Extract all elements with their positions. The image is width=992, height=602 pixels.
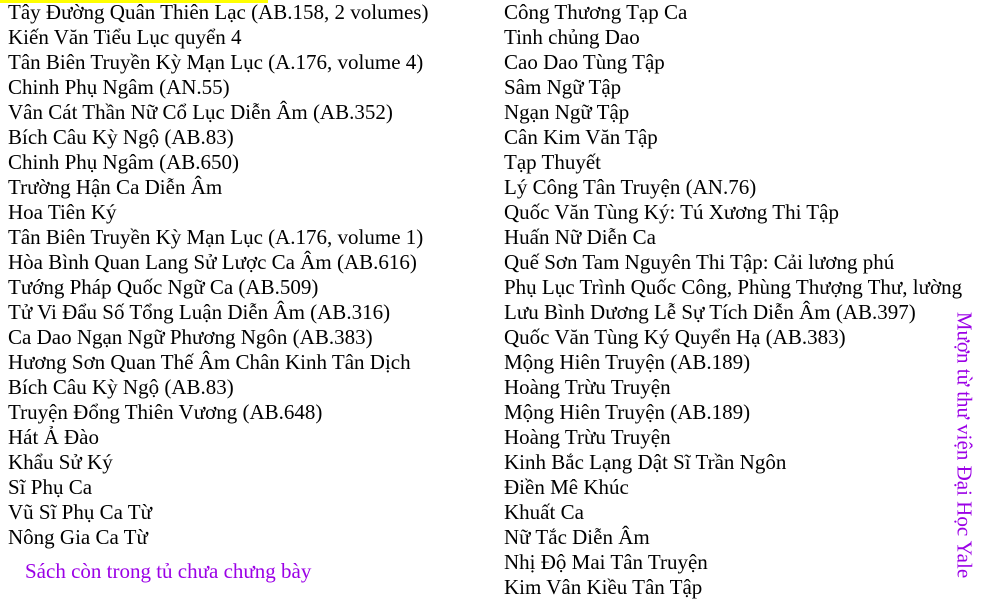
book-title-item: Kim Vân Kiều Tân Tập (504, 575, 703, 599)
book-title-item: Tử Vi Đẩu Số Tổng Luận Diễn Âm (AB.316) (8, 300, 391, 324)
book-title-item: Khuất Ca (504, 500, 584, 524)
book-title-item: Kinh Bắc Lạng Dật Sĩ Trần Ngôn (504, 450, 787, 474)
book-title-item: Nhị Độ Mai Tân Truyện (504, 550, 708, 574)
book-title-item: Mộng Hiên Truyện (AB.189) (504, 350, 751, 374)
book-title-item: Kiến Văn Tiểu Lục quyển 4 (8, 25, 242, 49)
book-title-item: Hòa Bình Quan Lang Sử Lược Ca Âm (AB.616) (8, 250, 417, 274)
book-title-item: Tân Biên Truyền Kỳ Mạn Lục (A.176, volume 1) (8, 225, 424, 249)
book-title-item: Điền Mê Khúc (504, 475, 629, 499)
book-title-item: Phụ Lục Trình Quốc Công, Phùng Thượng Thư, lường (504, 275, 963, 299)
book-title-item: Lưu Bình Dương Lễ Sự Tích Diễn Âm (AB.397) (504, 300, 916, 324)
book-title-item: Vân Cát Thần Nữ Cổ Lục Diễn Âm (AB.352) (8, 100, 393, 124)
book-title-item: Nông Gia Ca Từ (8, 525, 148, 549)
book-title-item: Cao Dao Tùng Tập (504, 50, 665, 74)
left-book-list (8, 0, 488, 550)
unexhibited-books-note: Sách còn trong tủ chưa chưng bày (25, 559, 312, 583)
book-title-item: Hát Ả Đào (8, 425, 99, 449)
book-title-item: Tân Biên Truyền Kỳ Mạn Lục (A.176, volume 4) (8, 50, 424, 74)
book-title-item: Hoàng Trừu Truyện (504, 375, 671, 399)
book-title-item: Quế Sơn Tam Nguyên Thi Tập: Cải lương phú (504, 250, 895, 274)
book-title-item: Nữ Tắc Diễn Âm (504, 525, 650, 549)
book-title-item: Quốc Văn Tùng Ký Quyển Hạ (AB.383) (504, 325, 846, 349)
book-title-item: Tinh chủng Dao (504, 25, 640, 49)
book-title-item: Huấn Nữ Diễn Ca (504, 225, 656, 249)
book-title-item: Sĩ Phụ Ca (8, 475, 93, 499)
book-title-item: Bích Câu Kỳ Ngộ (AB.83) (8, 125, 234, 149)
right-book-list (504, 0, 992, 600)
book-title-item: Công Thương Tạp Ca (504, 0, 688, 24)
book-title-item: Hoa Tiên Ký (8, 200, 117, 224)
book-title-item: Truyện Đổng Thiên Vương (AB.648) (8, 400, 323, 424)
book-title-item: Tây Đường Quân Thiên Lạc (AB.158, 2 volumes) (8, 0, 429, 24)
book-title-item: Tướng Pháp Quốc Ngữ Ca (AB.509) (8, 275, 319, 299)
book-title-item: Trường Hận Ca Diễn Âm (8, 175, 223, 199)
book-title-item: Quốc Văn Tùng Ký: Tú Xương Thi Tập (504, 200, 839, 224)
book-title-item: Ngạn Ngữ Tập (504, 100, 630, 124)
book-title-item: Hương Sơn Quan Thế Âm Chân Kinh Tân Dịch (8, 350, 411, 374)
book-title-item: Bích Câu Kỳ Ngộ (AB.83) (8, 375, 234, 399)
book-title-item: Mộng Hiên Truyện (AB.189) (504, 400, 751, 424)
book-title-item: Tạp Thuyết (504, 150, 602, 174)
book-title-item: Cân Kim Văn Tập (504, 125, 658, 149)
book-title-item: Ca Dao Ngạn Ngữ Phương Ngôn (AB.383) (8, 325, 373, 349)
book-title-item: Chinh Phụ Ngâm (AB.650) (8, 150, 239, 174)
book-title-item: Hoàng Trừu Truyện (504, 425, 671, 449)
book-title-item: Vũ Sĩ Phụ Ca Từ (8, 500, 153, 524)
book-title-item: Lý Công Tân Truyện (AN.76) (504, 175, 757, 199)
book-title-item: Sâm Ngữ Tập (504, 75, 622, 99)
book-title-item: Chinh Phụ Ngâm (AN.55) (8, 75, 230, 99)
book-title-item: Khẩu Sử Ký (8, 450, 113, 474)
yale-library-note: Mượn từ thư viện Đại Học Yale (952, 311, 977, 579)
